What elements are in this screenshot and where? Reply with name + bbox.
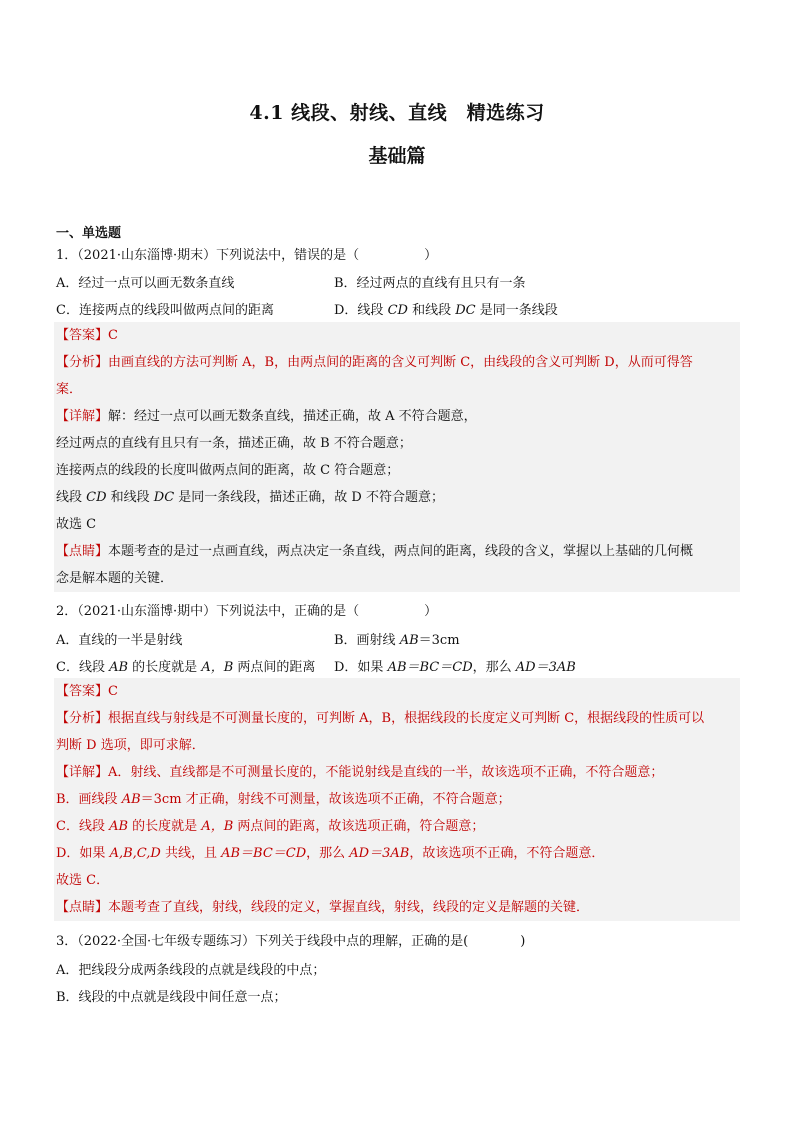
q1-detail-l4: 线段 CD 和线段 DC 是同一条线段，描述正确，故 D 不符合题意； [56,490,444,505]
q2-answer: 【答案】C [56,684,118,699]
q2-detail-l2: B．画线段 AB＝3cm 才正确，射线不可测量，故该选项不正确，不符合题意； [56,792,511,807]
q1-analysis-cont: 案． [56,382,83,397]
q1-comment: 【点睛】本题考查的是过一点画直线，两点决定一条直线，两点间的距离，线段的含义，掌握以上基础的几何概 [56,544,694,559]
q2-option-d: D．如果 AB＝BC＝CD，那么 AD＝3AB [334,660,576,675]
q2-comment: 【点睛】本题考查了直线，射线，线段的定义，掌握直线，射线，线段的定义是解题的关键． [56,900,590,915]
document-title: 4.1 线段、射线、直线 精选练习 [249,102,545,124]
q1-answer: 【答案】C [56,328,118,343]
q2-option-a: A．直线的一半是射线 [56,633,183,648]
q2-stem: 2．（2021·山东淄博·期中）下列说法中，正确的是（ ） [56,604,438,619]
q2-detail-l3: C．线段 AB 的长度就是 A，B 两点间的距离，故该选项正确，符合题意； [56,819,485,834]
q2-detail-l4: D．如果 A,B,C,D 共线，且 AB＝BC＝CD，那么 AD＝3AB，故该选项不正确，不符合题意． [56,846,605,861]
q2-detail-l1: 【详解】A．射线、直线都是不可测量长度的，不能说射线是直线的一半，故该选项不正确，不符合题意； [56,765,664,780]
q1-detail-l2: 经过两点的直线有且只有一条，描述正确，故 B 不符合题意； [56,436,412,451]
q2-detail-l5: 故选 C． [56,873,110,888]
q1-option-a: A．经过一点可以画无数条直线 [56,276,235,291]
q1-detail-l5: 故选 C [56,517,97,532]
q1-detail-l3: 连接两点的线段的长度叫做两点间的距离，故 C 符合题意； [56,463,400,478]
q2-analysis: 【分析】根据直线与射线是不可测量长度的，可判断 A，B，根据线段的长度定义可判断 C，根据线段的性质可以 [56,711,705,726]
q1-detail-l1: 【详解】解：经过一点可以画无数条直线，描述正确，故 A 不符合题意， [56,409,477,424]
q2-solution-block [54,678,740,921]
q1-option-b: B．经过两点的直线有且只有一条 [334,276,526,291]
q1-analysis: 【分析】由画直线的方法可判断 A，B，由两点间的距离的含义可判断 C，由线段的含义可判断 D，从而可得答 [56,355,693,370]
q1-option-c: C．连接两点的线段叫做两点间的距离 [56,303,274,318]
q2-analysis-cont: 判断 D 选项，即可求解． [56,738,205,753]
section-heading: 一、单选题 [56,226,122,241]
q3-stem: 3．（2022·全国·七年级专题练习）下列关于线段中点的理解，正确的是( ) [56,934,526,949]
document-subtitle: 基础篇 [368,145,426,167]
q2-option-c: C．线段 AB 的长度就是 A，B 两点间的距离 [56,660,316,675]
q1-option-d: D．线段 CD 和线段 DC 是同一条线段 [334,303,558,318]
q2-option-b: B．画射线 AB＝3cm [334,633,460,648]
q1-solution-block [54,322,740,592]
q3-option-a: A．把线段分成两条线段的点就是线段的中点； [56,963,326,978]
q3-option-b: B．线段的中点就是线段中间任意一点； [56,990,287,1005]
q1-stem: 1．（2021·山东淄博·期末）下列说法中，错误的是（ ） [56,248,438,263]
q1-comment-cont: 念是解本题的关键． [56,571,174,586]
